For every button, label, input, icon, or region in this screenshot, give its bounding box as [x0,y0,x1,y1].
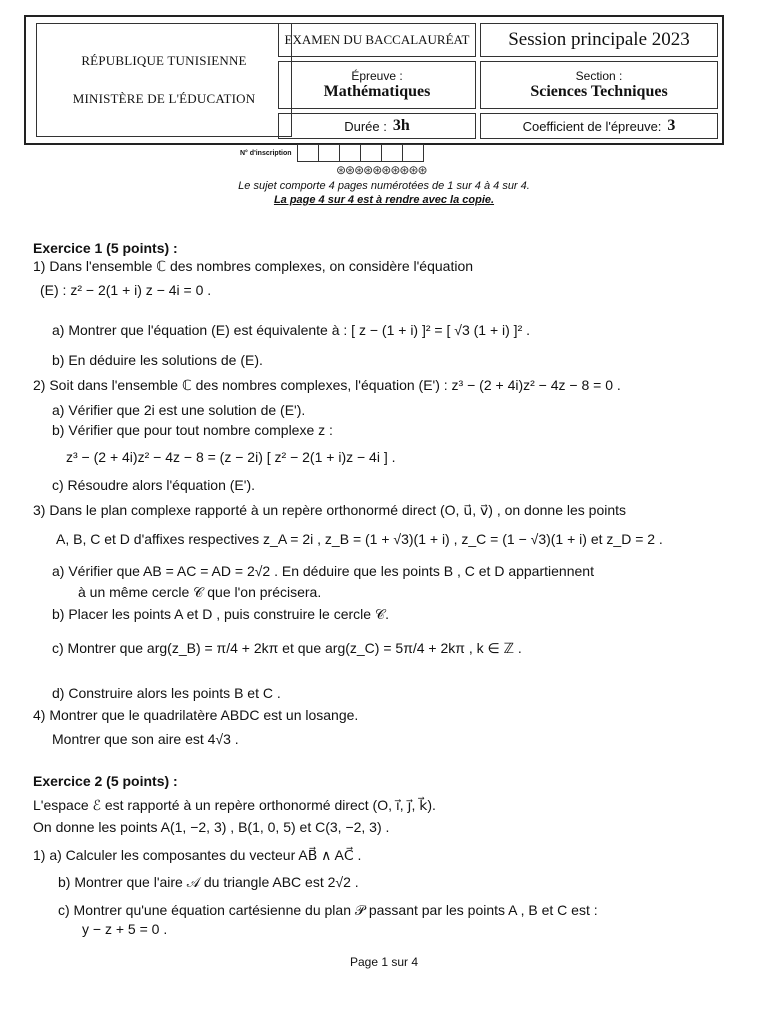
exercise-line: z³ − (2 + 4i)z² − 4z − 8 = (z − 2i) [ z² − 2(1 + i)z − 4i ] . [66,449,396,465]
exercise-line: 1) a) Calculer les composantes du vecteur AB⃗ ∧ AC⃗ . [33,847,362,863]
exam-header [24,15,724,145]
epreuve-cell [278,61,476,109]
return-note: La page 4 sur 4 est à rendre avec la copie. [273,194,495,206]
inscription-marks: ⊛⊛⊛⊛⊛⊛⊛⊛⊛⊛ [336,163,427,177]
exercise-line: d) Construire alors les points B et C . [52,685,281,701]
exercise-line: 1) Dans l'ensemble ℂ des nombres complexes, on considère l'équation [33,258,474,274]
exercise-title: Exercice 1 (5 points) : [33,240,178,256]
exercise-line: c) Montrer qu'une équation cartésienne du plan 𝒫 passant par les points A , B et C est : [58,902,598,918]
coefficient-label: Coefficient de l'épreuve: [522,118,662,134]
exercise-line: 2) Soit dans l'ensemble ℂ des nombres complexes, l'équation (E') : z³ − (2 + 4i)z² − 4z − 8 = 0 . [33,377,621,393]
ministry-label: MINISTÈRE DE L'ÉDUCATION [72,91,256,106]
exercise-line: 4) Montrer que le quadrilatère ABDC est un losange. [33,707,359,723]
section-value: Sciences Techniques [530,83,668,100]
section-label: Section : [575,69,623,83]
inscription-label: N° d'inscription [240,149,292,157]
exam-cell [278,23,476,57]
session-label: Session principale 2023 [508,29,690,50]
pages-note: Le sujet comporte 4 pages numérotées de 1 sur 4 à 4 sur 4. [238,180,530,192]
exercise-line: Montrer que son aire est 4√3 . [52,731,239,747]
exercise-line: A, B, C et D d'affixes respectives z_A = 2i , z_B = (1 + √3)(1 + i) , z_C = (1 − √3)(1 + i) et z_D = 2 . [56,531,663,547]
exercise-line: b) Placer les points A et D , puis construire le cercle 𝒞. [52,606,390,622]
exercise-line: b) En déduire les solutions de (E). [52,352,263,368]
republic-label: RÉPUBLIQUE TUNISIENNE [81,53,247,68]
exam-label: EXAMEN DU BACCALAURÉAT [284,32,470,47]
coefficient-cell [480,113,718,139]
exercise-title: Exercice 2 (5 points) : [33,773,178,789]
exercise-line: a) Vérifier que AB = AC = AD = 2√2 . En déduire que les points B , C et D appartiennent [52,563,594,579]
duration-label: Durée : [344,118,387,134]
exercise-line: b) Montrer que l'aire 𝒜 du triangle ABC est 2√2 . [58,874,359,890]
coefficient-value: 3 [667,117,676,134]
exercise-line: 3) Dans le plan complexe rapporté à un repère orthonormé direct (O, u⃗, v⃗) , on donne les points [33,502,627,518]
exercise-line: c) Résoudre alors l'équation (E'). [52,477,255,493]
duration-value: 3h [392,117,410,134]
exercise-line: L'espace ℰ est rapporté à un repère orthonormé direct (O, i⃗, j⃗, k⃗). [33,797,436,813]
section-cell [480,61,718,109]
page-number: Page 1 sur 4 [349,955,419,969]
inscription-field [240,144,424,162]
inscription-boxes[interactable] [298,144,424,162]
session-cell [480,23,718,57]
exercise-line: On donne les points A(1, −2, 3) , B(1, 0, 5) et C(3, −2, 3) . [33,819,390,835]
exercise-line: a) Montrer que l'équation (E) est équivalente à : [ z − (1 + i) ]² = [ √3 (1 + i) ]² . [52,322,531,338]
exercise-line: a) Vérifier que 2i est une solution de (E'). [52,402,306,418]
exercise-line: à un même cercle 𝒞 que l'on précisera. [78,584,322,600]
exercise-line: b) Vérifier que pour tout nombre complexe z : [52,422,333,438]
epreuve-value: Mathématiques [323,83,431,100]
exercise-line: (E) : z² − 2(1 + i) z − 4i = 0 . [40,282,212,298]
exercise-line: c) Montrer que arg(z_B) = π/4 + 2kπ et que arg(z_C) = 5π/4 + 2kπ , k ∈ ℤ . [52,640,522,656]
exercise-line: y − z + 5 = 0 . [82,921,168,937]
institution-block [36,23,292,137]
epreuve-label: Épreuve : [351,69,403,83]
duration-cell [278,113,476,139]
